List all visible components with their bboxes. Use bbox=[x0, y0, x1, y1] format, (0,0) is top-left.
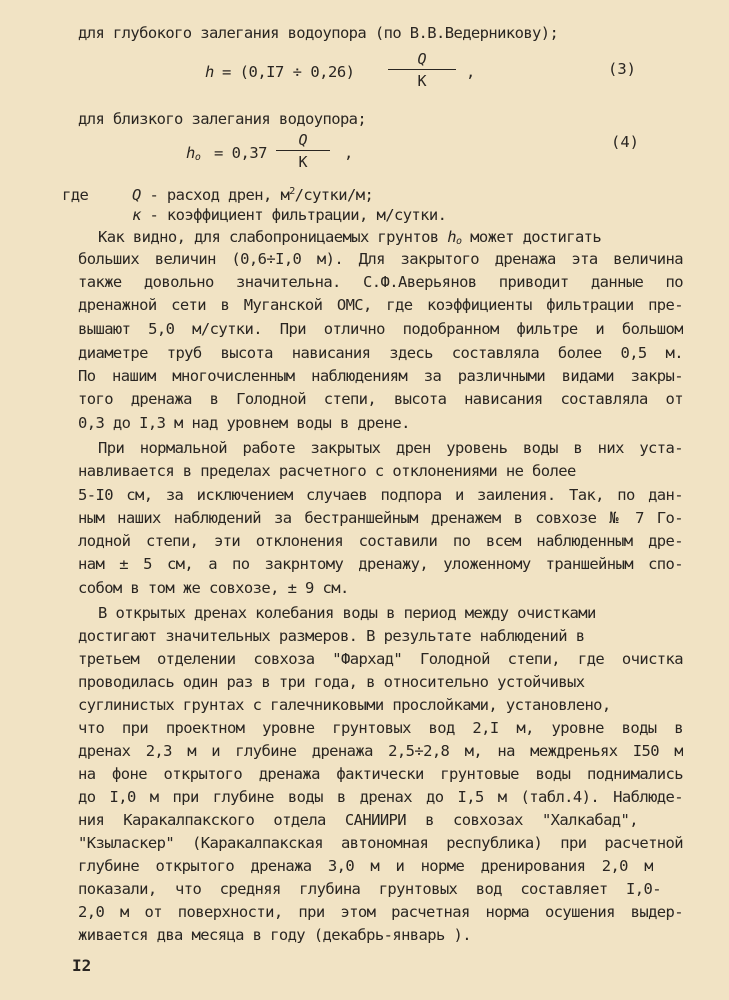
equation-number-3: (3) bbox=[608, 60, 636, 78]
paragraph-1-line-3: также довольно значительна. С.Ф.Аверьянов приводит данные по bbox=[78, 273, 683, 291]
paragraph-3-line-10: ния Каракалпакского отдела САНИИРИ в совхозах "Халкабад", bbox=[78, 811, 638, 829]
paragraph-3-line-3: третьем отделении совхоза "Фархад" Голодной степи, где очистка bbox=[78, 650, 683, 668]
paragraph-1-line-5: вышают 5,0 м/сутки. При отлично подобранном фильтре и большом bbox=[78, 320, 683, 338]
formula-4-numerator: Q bbox=[298, 131, 308, 149]
formula-4-lhs: $h_o$ bbox=[186, 144, 201, 163]
formula-3-denominator: К bbox=[417, 72, 427, 90]
paragraph-2-line-4: ным наших наблюдений за бестраншейным дренажем в совхозе № 7 Го- bbox=[78, 509, 683, 527]
paragraph-3-line-11: "Кзыласкер" (Каракалпакская автономная республика) при расчетной bbox=[78, 834, 683, 852]
paragraph-2-line-2: навливается в пределах расчетного с отклонениями не более bbox=[78, 462, 576, 480]
formula-4-rhs: = 0,37 bbox=[214, 144, 267, 162]
formula-4-denominator: К bbox=[298, 153, 308, 171]
paragraph-2-line-3: 5-I0 см, за исключением случаев подпора и заиления. Так, по дан- bbox=[78, 486, 683, 504]
paragraph-2-line-6: нам ± 5 см, а по закрнтому дренажу, уложенному траншейным спо- bbox=[78, 555, 683, 573]
paragraph-1-line-1: Как видно, для слабопроницаемых грунтов $h_o$ может достигать bbox=[98, 228, 602, 247]
formula-3-numerator: Q bbox=[417, 50, 427, 68]
paragraph-3-line-1: В открытых дренах колебания воды в период между очистками bbox=[98, 604, 596, 622]
where-word: где bbox=[62, 186, 89, 204]
paragraph-1-line-2: больших величин (0,6÷I,0 м). Для закрытого дренажа эта величина bbox=[78, 250, 683, 268]
fraction-bar bbox=[276, 150, 330, 151]
paragraph-3-line-14: 2,0 м от поверхности, при этом расчетная норма осушения выдер- bbox=[78, 903, 683, 921]
paragraph-2-line-7: собом в том же совхозе, ± 9 см. bbox=[78, 579, 349, 597]
fraction-bar bbox=[388, 69, 456, 70]
paragraph-3-line-9: до I,0 м при глубине воды в дренах до I,5 м (табл.4). Наблюде- bbox=[78, 788, 683, 806]
paragraph-3-line-4: проводилась один раз в три года, в относительно устойчивых bbox=[78, 673, 585, 691]
equation-number-4: (4) bbox=[611, 133, 639, 151]
paragraph-2-line-1: При нормальной работе закрытых дрен уровень воды в них уста- bbox=[98, 439, 683, 457]
paragraph-3-line-2: достигают значительных размеров. В результате наблюдений в bbox=[78, 627, 585, 645]
definition-q: Q - расход дрен, $м^2/сутки/м$; bbox=[132, 186, 374, 204]
paragraph-3-line-12: глубине открытого дренажа 3,0 м и норме дренирования 2,0 м bbox=[78, 857, 653, 875]
formula-3-rhs: = (0,I7 ÷ 0,26) bbox=[222, 63, 355, 81]
paragraph-1-line-9: 0,3 до I,3 м над уровнем воды в дрене. bbox=[78, 414, 410, 432]
paragraph-3-line-5: суглинистых грунтах с галечниковыми прослойками, установлено, bbox=[78, 696, 611, 714]
formula-4-fraction bbox=[276, 131, 330, 171]
page-number: I2 bbox=[72, 956, 92, 975]
formula-4-comma: , bbox=[344, 144, 353, 162]
paragraph-1-line-7: По нашим многочисленным наблюдениям за различными видами закры- bbox=[78, 367, 683, 385]
paragraph-3-line-13: показали, что средняя глубина грунтовых вод составляет I,0- bbox=[78, 880, 661, 898]
intro-near-text: для близкого залегания водоупора; bbox=[78, 110, 367, 128]
paragraph-3-line-6: что при проектном уровне грунтовых вод 2,I м, уровне воды в bbox=[78, 719, 683, 737]
paragraph-2-line-5: лодной степи, эти отклонения составили по всем наблюденным дре- bbox=[78, 532, 683, 550]
paragraph-1-line-4: дренажной сети в Муганской ОМС, где коэффициенты фильтрации пре- bbox=[78, 296, 683, 314]
paragraph-1-line-8: того дренажа в Голодной степи, высота нависания составляла от bbox=[78, 390, 683, 408]
paragraph-3-line-15: живается два месяца в году (декабрь-январь ). bbox=[78, 926, 471, 944]
formula-3-lhs: h bbox=[205, 63, 214, 81]
formula-3-comma: , bbox=[466, 63, 475, 81]
paragraph-1-line-6: диаметре труб высота нависания здесь составляла более 0,5 м. bbox=[78, 344, 683, 362]
paragraph-3-line-7: дренах 2,3 м и глубине дренажа 2,5÷2,8 м, на междреньях I50 м bbox=[78, 742, 683, 760]
intro-deep-text: для глубокого залегания водоупора (по В.В.Ведерникову); bbox=[78, 24, 559, 42]
definition-k: к - коэффициент фильтрации, м/сутки. bbox=[132, 206, 447, 224]
paragraph-3-line-8: на фоне открытого дренажа фактически грунтовые воды поднимались bbox=[78, 765, 683, 783]
formula-3-fraction bbox=[388, 50, 456, 90]
